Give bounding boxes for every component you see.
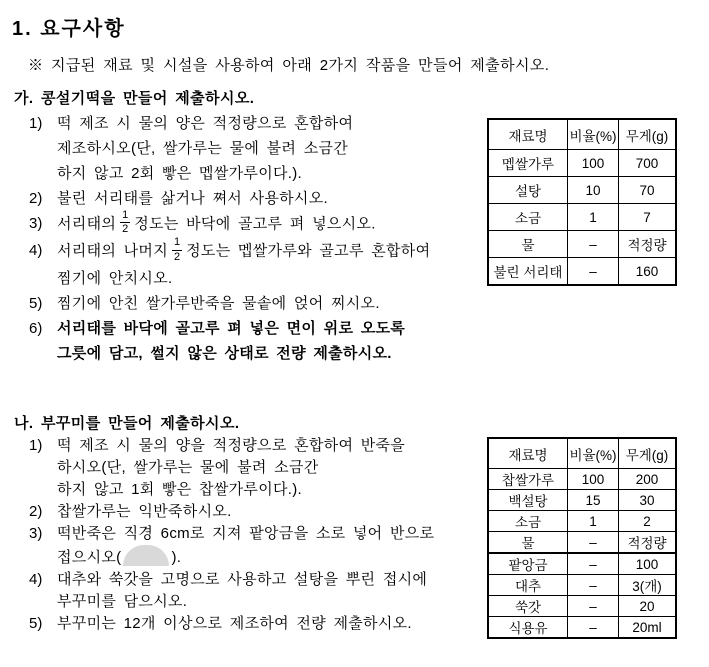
item-number: 4) <box>29 242 43 260</box>
requirement-item <box>27 211 484 238</box>
requirement-line: 찜기에 안치시오. <box>57 269 173 287</box>
table-cell: 물 <box>488 532 568 554</box>
table-cell: 20 <box>619 596 677 617</box>
table-row <box>488 511 676 532</box>
table-row <box>488 490 676 511</box>
requirement-item <box>27 291 484 316</box>
table-cell: 2 <box>619 511 677 532</box>
table-row <box>488 150 676 177</box>
table-cell: 적정량 <box>619 532 677 554</box>
requirement-line: 대추와 쑥갓을 고명으로 사용하고 설탕을 뿌린 접시에 <box>57 571 428 588</box>
table-row <box>488 596 676 617</box>
table-cell: 70 <box>619 177 677 204</box>
item-number: 5) <box>29 615 43 632</box>
section-bukkumi <box>14 413 484 635</box>
requirement-line: 서리태의 나머지 $\frac{1}{2}$ 정도는 멥쌀가루와 골고루 혼합하여 <box>57 236 431 263</box>
fraction-one-half <box>172 236 182 263</box>
table-row <box>488 469 676 490</box>
table-cell: – <box>568 532 619 554</box>
requirement-item <box>27 501 484 523</box>
item-lines <box>57 111 484 186</box>
requirement-item <box>27 238 484 290</box>
table-cell: 소금 <box>488 204 568 231</box>
table-cell: 100 <box>619 553 677 575</box>
item-lines <box>57 291 484 316</box>
item-lines <box>57 211 484 238</box>
requirement-line: 하지 않고 1회 빻은 찹쌀가루이다.). <box>57 481 303 498</box>
item-lines <box>57 238 484 290</box>
item-number: 3) <box>29 525 43 542</box>
item-lines <box>57 316 484 366</box>
table-head <box>488 438 676 469</box>
requirement-line: 그릇에 담고, 썰지 않은 상태로 전량 제출하시오. <box>57 344 392 362</box>
table-cell: 100 <box>568 150 619 177</box>
requirement-item <box>27 111 484 186</box>
requirement-line: 떡반죽은 직경 6cm로 지져 팥앙금을 소로 넣어 반으로 <box>57 525 435 542</box>
table-cell: 소금 <box>488 511 568 532</box>
half-moon-shape <box>123 545 169 566</box>
table-cell: 160 <box>619 258 677 286</box>
table-row <box>488 177 676 204</box>
item-lines <box>57 186 484 211</box>
item-number: 1) <box>29 115 43 132</box>
table-cell: 100 <box>568 469 619 490</box>
item-number: 1) <box>29 437 43 454</box>
item-number: 2) <box>29 190 43 207</box>
fraction-denominator: 2 <box>174 250 181 263</box>
table-cell: – <box>568 231 619 258</box>
section-b-requirement-list <box>14 435 484 635</box>
table-cell: 쑥갓 <box>488 596 568 617</box>
section-b-heading: 나. 부꾸미를 만들어 제출하시오. <box>14 415 240 432</box>
section-kongseolgi-tteok <box>14 87 484 366</box>
ingredient-table-kongseolgi <box>487 118 677 286</box>
fraction-numerator: 1 <box>120 209 130 223</box>
column-header: 재료명 <box>488 438 568 469</box>
table-cell: 7 <box>619 204 677 231</box>
table-cell: – <box>568 258 619 286</box>
table-cell: 10 <box>568 177 619 204</box>
item-lines <box>57 613 484 635</box>
item-number: 5) <box>29 294 43 312</box>
table-cell: – <box>568 596 619 617</box>
requirement-line: 찜기에 안친 쌀가루반죽을 물솥에 얹어 찌시오. <box>57 294 380 312</box>
table-head <box>488 119 676 150</box>
item-lines <box>57 435 484 501</box>
header-row <box>488 438 676 469</box>
table-row <box>488 575 676 596</box>
table-cell: 30 <box>619 490 677 511</box>
column-header: 무게(g) <box>619 119 677 150</box>
table-cell: 20ml <box>619 617 677 639</box>
fraction-denominator: 2 <box>122 223 129 236</box>
requirement-line: 서리태의 $\frac{1}{2}$ 정도는 바닥에 골고루 펴 넣으시오. <box>57 209 376 236</box>
item-number: 6) <box>29 319 43 337</box>
item-number: 3) <box>29 215 43 232</box>
table-row <box>488 532 676 554</box>
column-header: 재료명 <box>488 119 568 150</box>
requirement-item <box>27 613 484 635</box>
column-header: 비율(%) <box>568 438 619 469</box>
table-cell: – <box>568 575 619 596</box>
section-a-heading: 가. 콩설기떡을 만들어 제출하시오. <box>14 90 255 107</box>
table-cell: 불린 서리태 <box>488 258 568 286</box>
item-lines <box>57 569 484 613</box>
header-row <box>488 119 676 150</box>
requirement-item <box>27 186 484 211</box>
requirement-line: 서리태를 바닥에 골고루 펴 넣은 면이 위로 오도록 <box>57 319 406 337</box>
requirement-line: 접으시오( ). <box>57 545 484 569</box>
requirement-line: 떡 제조 시 물의 양을 적정량으로 혼합하여 반죽을 <box>57 437 406 454</box>
table-body <box>488 150 676 286</box>
table-cell: 대추 <box>488 575 568 596</box>
table-cell: – <box>568 617 619 639</box>
ingredient-table-bukkumi <box>487 437 677 639</box>
requirement-line: 하시오(단, 쌀가루는 물에 불려 소금간 <box>57 459 319 476</box>
requirement-item <box>27 523 484 569</box>
table-row <box>488 231 676 258</box>
table-cell: 멥쌀가루 <box>488 150 568 177</box>
table-cell: 적정량 <box>619 231 677 258</box>
fraction-numerator: 1 <box>172 236 182 250</box>
page-title: 1. 요구사항 <box>12 18 126 40</box>
table-row <box>488 258 676 286</box>
table-row <box>488 617 676 639</box>
requirement-line: 제조하시오(단, 쌀가루는 물에 불려 소금간 <box>57 140 349 157</box>
requirement-line: 부꾸미를 담으시오. <box>57 593 188 610</box>
column-header: 무게(g) <box>619 438 677 469</box>
requirement-line: 찹쌀가루는 익반죽하시오. <box>57 503 232 520</box>
table-cell: 1 <box>568 511 619 532</box>
table-cell: 팥앙금 <box>488 553 568 575</box>
table-cell: 백설탕 <box>488 490 568 511</box>
requirement-item <box>27 435 484 501</box>
table-cell: 1 <box>568 204 619 231</box>
table-row <box>488 204 676 231</box>
requirement-line: 떡 제조 시 물의 양은 적정량으로 혼합하여 <box>57 115 354 132</box>
column-header: 비율(%) <box>568 119 619 150</box>
table-cell: 설탕 <box>488 177 568 204</box>
table-row <box>488 553 676 575</box>
requirement-line: 하지 않고 2회 빻은 멥쌀가루이다.). <box>57 165 303 182</box>
table-body <box>488 469 676 639</box>
requirement-item <box>27 569 484 613</box>
table-cell: 찹쌀가루 <box>488 469 568 490</box>
item-lines <box>57 501 484 523</box>
item-number: 4) <box>29 571 43 588</box>
requirement-line: 불린 서리태를 삶거나 쪄서 사용하시오. <box>57 190 328 207</box>
table-cell: 700 <box>619 150 677 177</box>
requirement-line: 부꾸미는 12개 이상으로 제조하여 전량 제출하시오. <box>57 615 412 632</box>
fraction-one-half <box>120 209 130 236</box>
item-number: 2) <box>29 503 43 520</box>
notice-line: ※ 지급된 재료 및 시설을 사용하여 아래 2가지 작품을 만들어 제출하시오. <box>28 57 550 74</box>
table-cell: 200 <box>619 469 677 490</box>
requirement-item <box>27 316 484 366</box>
item-lines <box>57 523 484 569</box>
table-cell: 물 <box>488 231 568 258</box>
section-a-requirement-list <box>14 111 484 366</box>
table-cell: – <box>568 553 619 575</box>
table-cell: 식용유 <box>488 617 568 639</box>
table-cell: 3(개) <box>619 575 677 596</box>
table-cell: 15 <box>568 490 619 511</box>
